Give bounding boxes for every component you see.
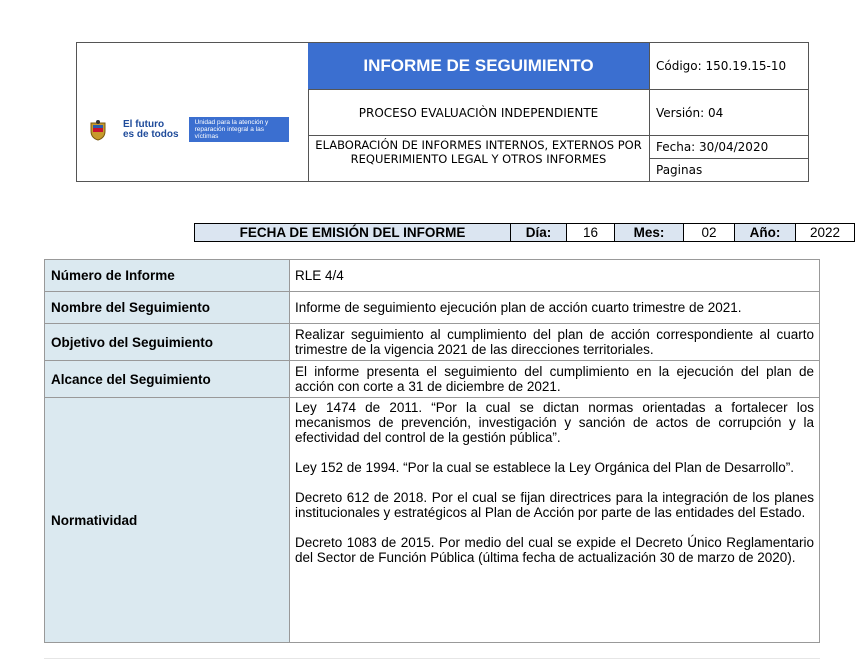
date-cell: Fecha: 30/04/2020 [650, 135, 809, 158]
day-value: 16 [566, 224, 614, 241]
logo-slogan: El futuro es de todos [123, 118, 179, 140]
day-label: Día: [510, 224, 566, 241]
row-label: Nombre del Seguimiento [45, 292, 290, 323]
row-value: RLE 4/4 [295, 268, 344, 283]
row-label: Alcance del Seguimiento [45, 361, 290, 397]
row-label: Objetivo del Seguimiento [45, 324, 290, 360]
year-value: 2022 [795, 224, 854, 241]
coat-of-arms-icon [87, 119, 109, 141]
elaboration-text: ELABORACIÓN DE INFORMES INTERNOS, EXTERNOS POR REQUERIMIENTO LEGAL Y OTROS INFORMES [308, 135, 649, 181]
process-name: PROCESO EVALUACIÒN INDEPENDIENTE [308, 89, 649, 136]
table-row [45, 360, 819, 397]
document-title: INFORME DE SEGUIMIENTO [308, 43, 649, 89]
logo-unit-name: Unidad para la atención y reparación integral a las víctimas [189, 117, 289, 142]
table-row [45, 291, 819, 323]
version-cell: Versión: 04 [650, 89, 809, 135]
law-paragraph: Ley 152 de 1994. “Por la cual se establece la Ley Orgánica del Plan de Desarrollo”. [295, 460, 795, 475]
row-value: Informe de seguimiento ejecución plan de acción cuarto trimestre de 2021. [295, 300, 742, 315]
table-row [45, 397, 819, 642]
row-label: Normatividad [45, 398, 290, 642]
month-label: Mes: [614, 224, 683, 241]
emission-date-bar [194, 223, 855, 242]
law-paragraph: Decreto 1083 de 2015. Por medio del cual se expide el Decreto Único Reglamentario del Sector de Función Pública (última fecha de actualización 30 de marzo de 2020). [295, 535, 814, 565]
row-value: El informe presenta el seguimiento del cumplimiento en la ejecución del plan de acción con corte a 31 de diciembre de 2021. [295, 364, 814, 394]
logo [87, 117, 289, 142]
metadata-column [649, 43, 809, 181]
normatividad-text [290, 398, 819, 642]
code-cell: Código: 150.19.15-10 [656, 59, 787, 73]
law-paragraph: Ley 1474 de 2011. “Por la cual se dictan normas orientadas a fortalecer los mecanismos de prevención, investigación y sanción de actos de corrupción y la efectividad del control de la gestión pública”. [295, 400, 814, 445]
report-info-table [44, 259, 820, 643]
law-paragraph: Decreto 612 de 2018. Por el cual se fijan directrices para la integración de los planes institucionales y estratégicos al Plan de Acción por parte de las entidades del Estado. [295, 490, 814, 520]
table-row [45, 323, 819, 360]
document-header [76, 42, 809, 182]
row-label: Número de Informe [45, 260, 290, 291]
year-label: Año: [734, 224, 795, 241]
row-value: Realizar seguimiento al cumplimiento del plan de acción correspondiente al cuarto trimestre de la vigencia 2021 de las direcciones territoriales. [295, 327, 814, 357]
month-value: 02 [683, 224, 734, 241]
pages-cell: Paginas [650, 158, 809, 181]
emission-label: FECHA DE EMISIÓN DEL INFORME [195, 224, 510, 241]
logo-cell [77, 43, 309, 181]
divider [44, 658, 820, 659]
table-row [45, 260, 819, 291]
